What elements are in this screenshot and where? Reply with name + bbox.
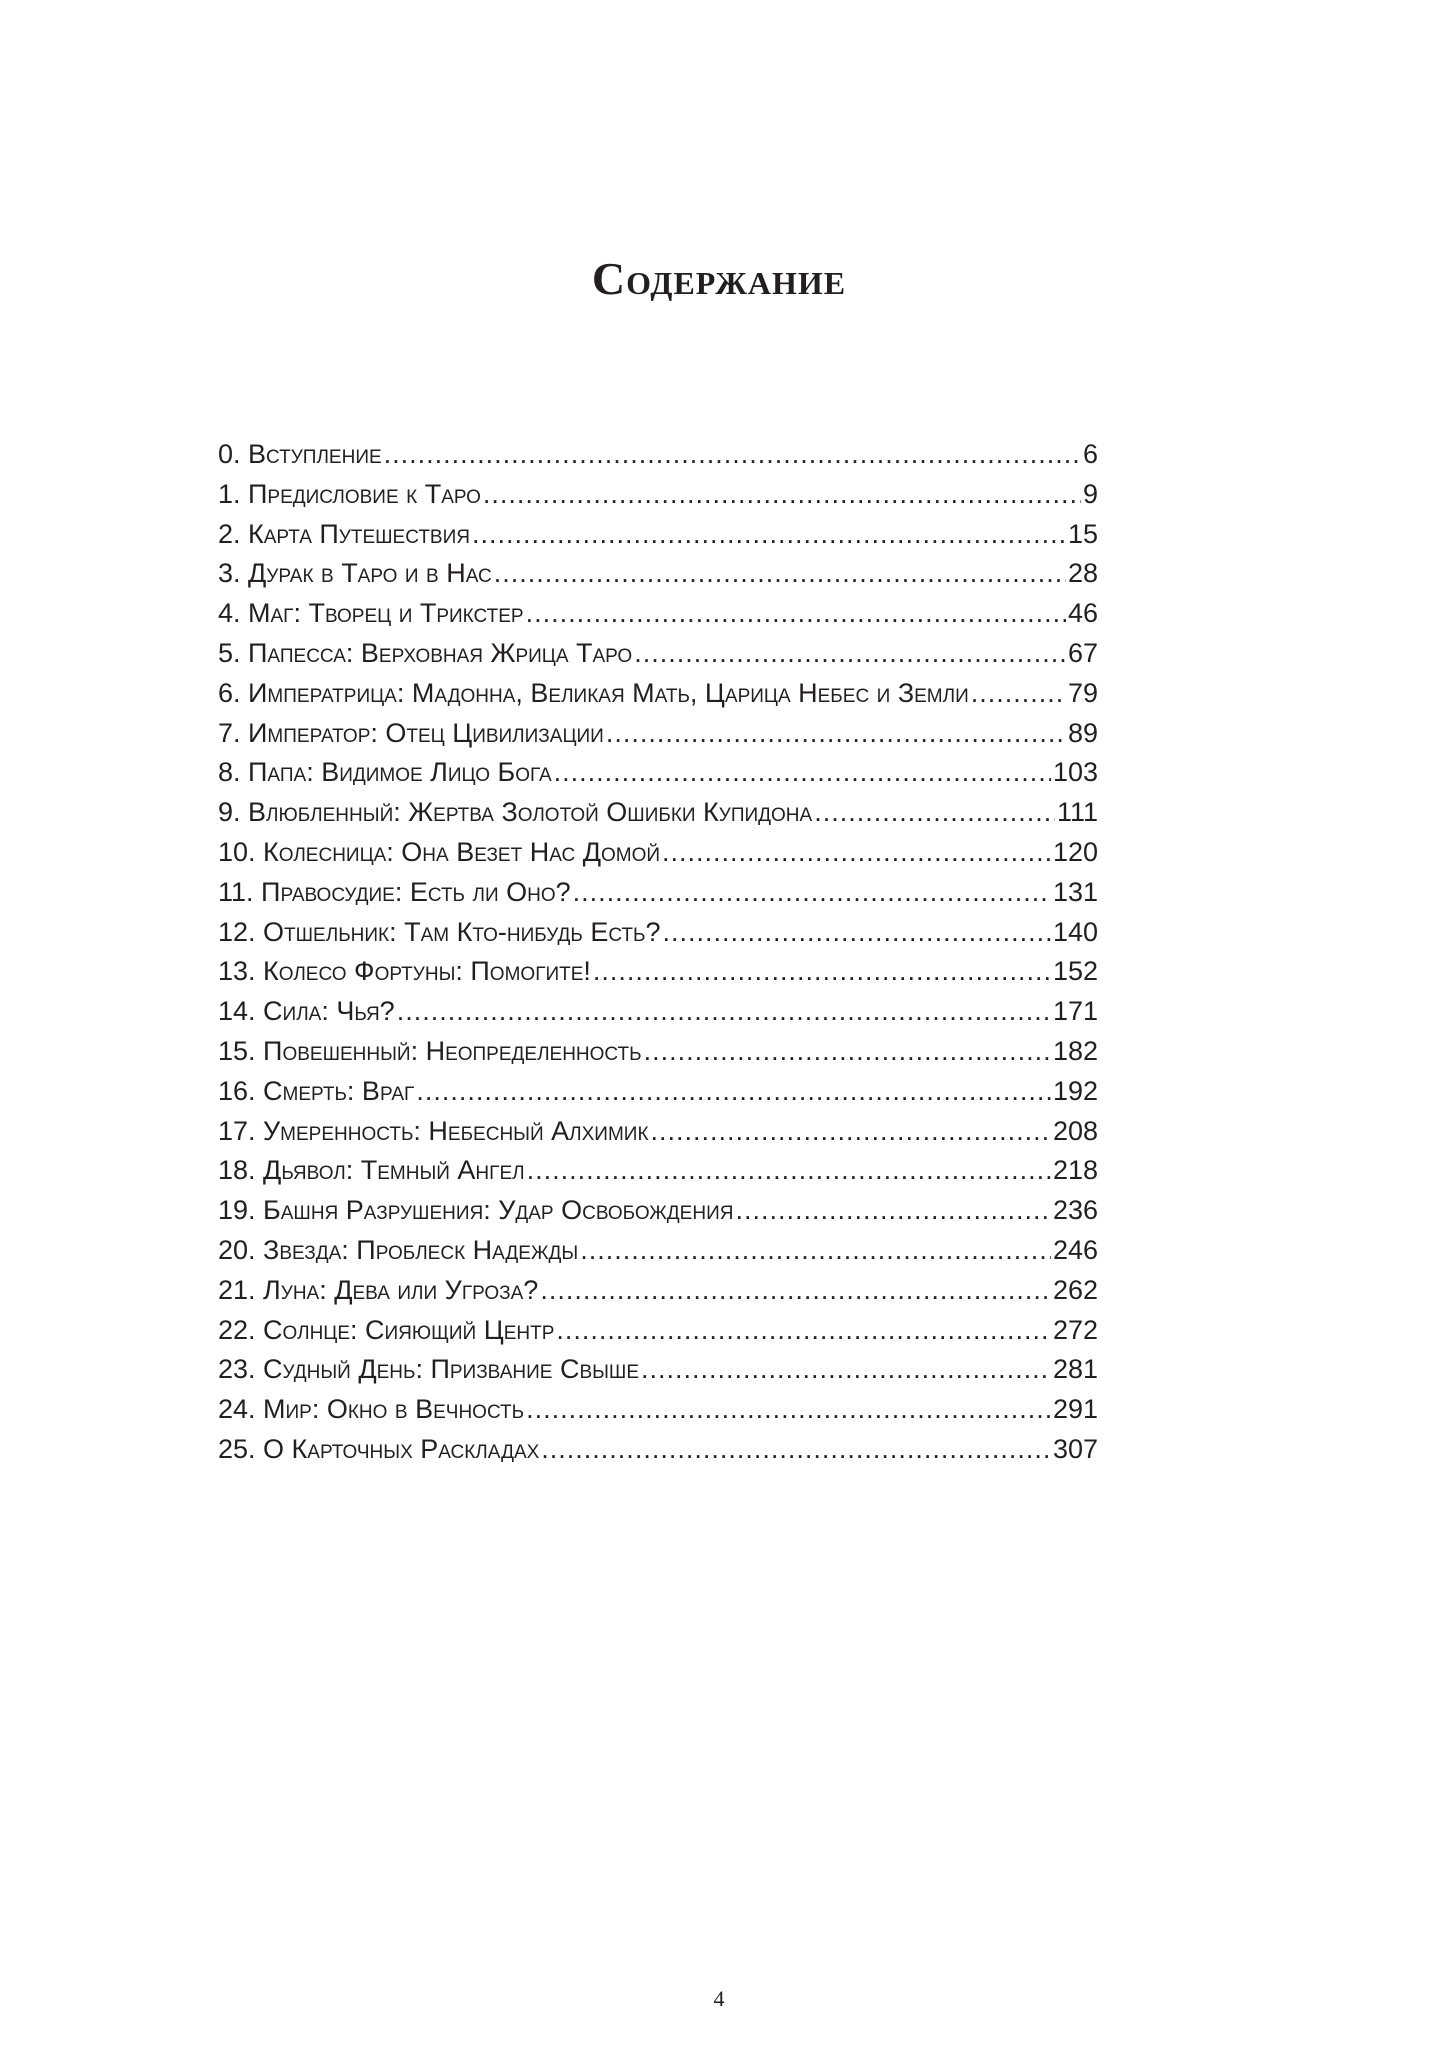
toc-entry-page: 131	[1052, 876, 1098, 907]
toc-entry-page: 9	[1082, 478, 1098, 509]
dot-leader	[662, 837, 1051, 868]
toc-entry-title: 24. Мир: Окно в Вечность	[218, 1394, 525, 1425]
toc-entry	[218, 1315, 1098, 1355]
toc-entry	[218, 797, 1098, 837]
dot-leader	[606, 718, 1066, 749]
toc-entry	[218, 1394, 1098, 1434]
toc-entry-title: 2. Карта Путешествия	[218, 518, 470, 549]
dot-leader	[526, 598, 1066, 629]
toc-entry-title: 5. Папесса: Верховная Жрица Таро	[218, 637, 633, 668]
toc-entry	[218, 1036, 1098, 1076]
toc-entry-page: 103	[1052, 757, 1098, 788]
dot-leader	[971, 678, 1066, 709]
dot-leader	[541, 1434, 1051, 1465]
dot-leader	[384, 439, 1081, 470]
toc-entry-title: 20. Звезда: Проблеск Надежды	[218, 1234, 579, 1265]
toc-entry	[218, 1076, 1098, 1116]
toc-entry	[218, 718, 1098, 758]
toc-entry	[218, 1434, 1098, 1474]
dot-leader	[814, 797, 1055, 828]
toc-entry-title: 3. Дурак в Таро и в Нас	[218, 558, 492, 589]
toc-entry-page: 182	[1052, 1035, 1098, 1066]
toc-entry	[218, 479, 1098, 519]
dot-leader	[472, 519, 1066, 550]
dot-leader	[540, 1275, 1051, 1306]
toc-entry-title: 18. Дьявол: Темный Ангел	[218, 1155, 525, 1186]
toc-entry	[218, 1116, 1098, 1156]
toc-entry	[218, 1155, 1098, 1195]
toc-entry-title: 8. Папа: Видимое Лицо Бога	[218, 757, 552, 788]
toc-entry	[218, 1235, 1098, 1275]
toc-entry-title: 21. Луна: Дева или Угроза?	[218, 1274, 539, 1305]
toc-entry	[218, 917, 1098, 957]
toc-entry	[218, 678, 1098, 718]
toc-entry-page: 307	[1052, 1433, 1098, 1464]
toc-entry	[218, 1354, 1098, 1394]
toc-entry-title: 23. Судный День: Призвание Свыше	[218, 1354, 640, 1385]
page-title: Содержание	[591, 252, 847, 304]
toc-entry-page: 192	[1052, 1075, 1098, 1106]
toc-entry	[218, 837, 1098, 877]
toc-entry	[218, 1195, 1098, 1235]
toc-entry	[218, 1275, 1098, 1315]
dot-leader	[651, 1116, 1051, 1147]
table-of-contents	[218, 439, 1098, 1474]
toc-entry-page: 140	[1052, 916, 1098, 947]
toc-entry-title: 22. Солнце: Сияющий Центр	[218, 1314, 555, 1345]
toc-entry	[218, 598, 1098, 638]
dot-leader	[634, 638, 1066, 669]
dot-leader	[663, 917, 1051, 948]
toc-entry-title: 17. Умеренность: Небесный Алхимик	[218, 1115, 649, 1146]
toc-entry-page: 218	[1052, 1155, 1098, 1186]
toc-entry-page: 246	[1052, 1234, 1098, 1265]
toc-entry-title: 1. Предисловие к Таро	[218, 478, 481, 509]
toc-entry-page: 262	[1052, 1274, 1098, 1305]
toc-entry-title: 10. Колесница: Она Везет Нас Домой	[218, 836, 661, 867]
toc-entry	[218, 956, 1098, 996]
dot-leader	[580, 1235, 1051, 1266]
dot-leader	[483, 479, 1081, 510]
dot-leader	[527, 1155, 1051, 1186]
dot-leader	[593, 956, 1051, 987]
toc-entry	[218, 757, 1098, 797]
toc-entry-page: 111	[1056, 797, 1098, 828]
toc-entry-title: 6. Императрица: Мадонна, Великая Мать, Царица Небес и Земли	[218, 677, 969, 708]
dot-leader	[573, 877, 1051, 908]
toc-entry-title: 4. Маг: Творец и Трикстер	[218, 598, 524, 629]
toc-entry	[218, 638, 1098, 678]
toc-entry-page: 120	[1052, 836, 1098, 867]
toc-entry	[218, 877, 1098, 917]
toc-entry-page: 281	[1052, 1354, 1098, 1385]
toc-entry-page: 67	[1067, 637, 1098, 668]
toc-entry-page: 291	[1052, 1394, 1098, 1425]
dot-leader	[735, 1195, 1050, 1226]
toc-entry-page: 272	[1052, 1314, 1098, 1345]
page-number: 4	[713, 1986, 725, 2011]
toc-entry-page: 236	[1052, 1195, 1098, 1226]
toc-entry-title: 16. Смерть: Враг	[218, 1075, 415, 1106]
toc-entry-page: 28	[1067, 558, 1098, 589]
toc-entry-title: 14. Сила: Чья?	[218, 996, 395, 1027]
dot-leader	[641, 1354, 1051, 1385]
toc-entry-title: 9. Влюбленный: Жертва Золотой Ошибки Купидона	[218, 797, 813, 828]
toc-entry-title: 0. Вступление	[218, 439, 382, 469]
toc-entry	[218, 519, 1098, 559]
dot-leader	[397, 996, 1051, 1027]
toc-entry	[218, 558, 1098, 598]
toc-entry-title: 19. Башня Разрушения: Удар Освобождения	[218, 1195, 734, 1226]
toc-entry	[218, 996, 1098, 1036]
toc-entry-title: 13. Колесо Фортуны: Помогите!	[218, 956, 591, 987]
toc-entry-title: 11. Правосудие: Есть ли Оно?	[218, 876, 571, 907]
dot-leader	[494, 558, 1066, 589]
toc-entry-page: 46	[1067, 598, 1098, 629]
toc-entry-page: 6	[1082, 439, 1098, 469]
toc-entry-title: 15. Повешенный: Неопределенность	[218, 1035, 642, 1066]
dot-leader	[644, 1036, 1051, 1067]
toc-entry-title: 25. О Карточных Раскладах	[218, 1433, 540, 1464]
dot-leader	[526, 1394, 1051, 1425]
dot-leader	[556, 1315, 1051, 1346]
toc-entry-title: 7. Император: Отец Цивилизации	[218, 717, 604, 748]
toc-entry	[218, 439, 1098, 479]
toc-entry-page: 171	[1052, 996, 1098, 1027]
toc-entry-page: 89	[1067, 717, 1098, 748]
dot-leader	[416, 1076, 1051, 1107]
toc-entry-title: 12. Отшельник: Там Кто-нибудь Есть?	[218, 916, 661, 947]
dot-leader	[554, 757, 1051, 788]
toc-entry-page: 79	[1067, 677, 1098, 708]
toc-entry-page: 152	[1052, 956, 1098, 987]
toc-entry-page: 208	[1052, 1115, 1098, 1146]
toc-entry-page: 15	[1067, 518, 1098, 549]
